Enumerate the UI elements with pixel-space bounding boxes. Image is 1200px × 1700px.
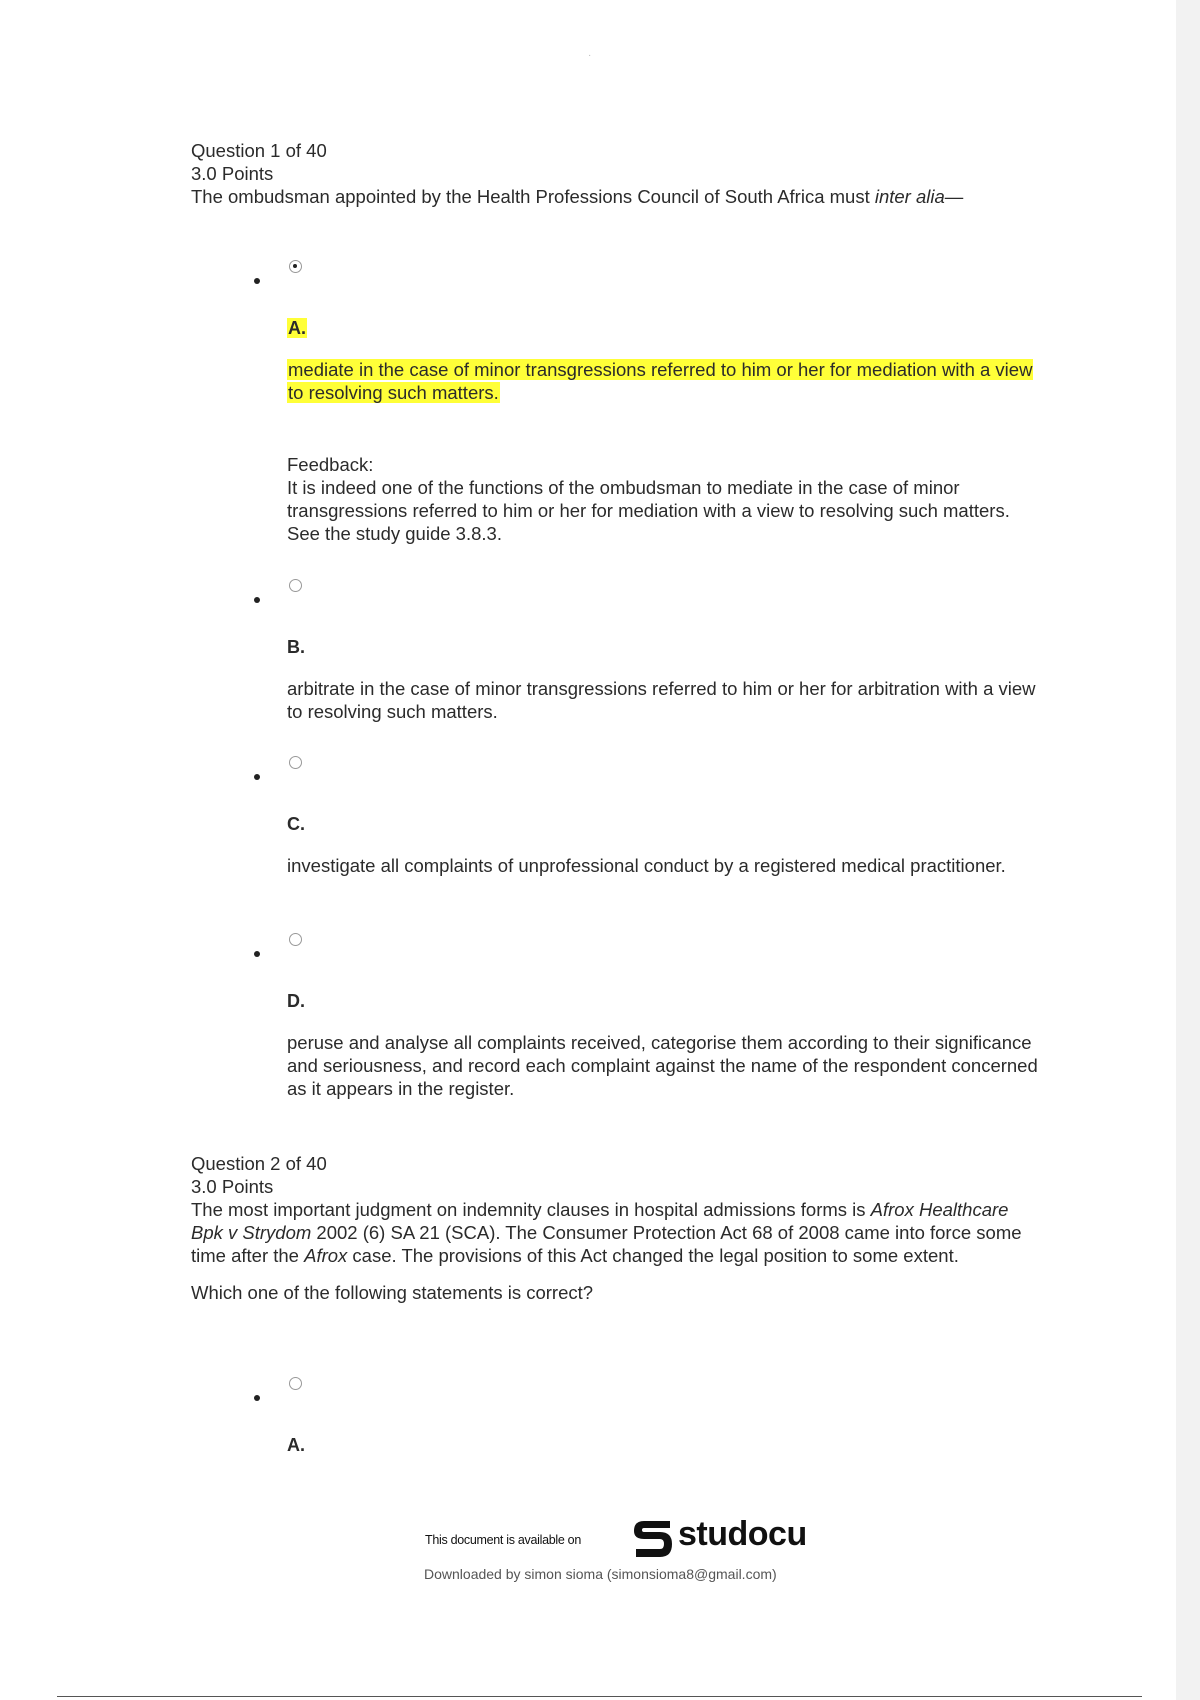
- case-short-italic: Afrox: [304, 1245, 348, 1266]
- studocu-logo-icon: [630, 1515, 674, 1561]
- bullet: [254, 951, 260, 957]
- page-mark: ·: [588, 50, 592, 61]
- bullet: [254, 597, 260, 603]
- option-letter: C.: [287, 814, 305, 834]
- feedback-label: Feedback:: [287, 454, 374, 475]
- radio-option-a[interactable]: [289, 260, 302, 273]
- question-text-part: The most important judgment on indemnity clauses in hospital admissions forms is: [191, 1199, 871, 1220]
- option-text: [287, 358, 1047, 404]
- feedback-block: [287, 453, 1047, 545]
- studocu-brand-text: studocu: [678, 1515, 807, 1553]
- option-text: investigate all complaints of unprofessional conduct by a registered medical practitioner.: [287, 855, 1006, 876]
- bullet: [254, 1395, 260, 1401]
- radio-option-c[interactable]: [289, 756, 302, 769]
- bullet: [254, 278, 260, 284]
- question-text-end: —: [944, 186, 964, 207]
- case-name-italic: Afrox Healthcare Bpk v Strydom: [191, 1199, 1009, 1243]
- option-letter: A.: [287, 1435, 305, 1455]
- question-number: Question 2 of 40: [191, 1153, 327, 1174]
- radio-option-b[interactable]: [289, 579, 302, 592]
- question-points: 3.0 Points: [191, 163, 274, 184]
- feedback-text: It is indeed one of the functions of the ombudsman to mediate in the case of minor transgressions referred to him or her for mediation with a view to resolving such matters. See the study guide 3.8.3.: [287, 477, 1010, 544]
- option-text-highlighted: mediate in the case of minor transgressions referred to him or her for mediation with a view to resolving such matters.: [288, 359, 1033, 403]
- option-text: arbitrate in the case of minor transgressions referred to him or her for arbitration with a view to resolving such matters.: [287, 678, 1036, 722]
- question-text: [191, 1198, 1031, 1267]
- bullet: [254, 774, 260, 780]
- question-prompt: Which one of the following statements is correct?: [191, 1282, 594, 1303]
- option-letter: B.: [287, 637, 305, 657]
- option-letter-text: A.: [288, 318, 306, 338]
- radio-option-d[interactable]: [289, 933, 302, 946]
- option-letter: D.: [287, 991, 305, 1011]
- footer-downloaded-text: Downloaded by simon sioma (simonsioma8@gmail.com): [424, 1566, 777, 1582]
- question-points: 3.0 Points: [191, 1176, 274, 1197]
- radio-option-a[interactable]: [289, 1377, 302, 1390]
- question-2: [191, 1152, 1031, 1304]
- option-text: peruse and analyse all complaints received, categorise them according to their significance and seriousness, and record each complaint against the name of the respondent concerned as it appears in the register.: [287, 1032, 1038, 1099]
- question-1: [191, 139, 1031, 208]
- question-text-italic: inter alia: [874, 186, 945, 207]
- question-text: [191, 185, 1031, 208]
- question-text-part: case. The provisions of this Act changed the legal position to some extent.: [347, 1245, 959, 1266]
- question-text-plain: The ombudsman appointed by the Health Professions Council of South Africa must: [191, 186, 875, 207]
- footer-available-text: This document is available on: [425, 1533, 581, 1547]
- question-text-part: 2002 (6) SA 21 (SCA). The Consumer Protection Act 68 of 2008 came into force some time after the: [191, 1222, 1022, 1266]
- question-number: Question 1 of 40: [191, 140, 327, 161]
- option-letter: [287, 318, 307, 339]
- page-bottom-divider: [57, 1696, 1142, 1697]
